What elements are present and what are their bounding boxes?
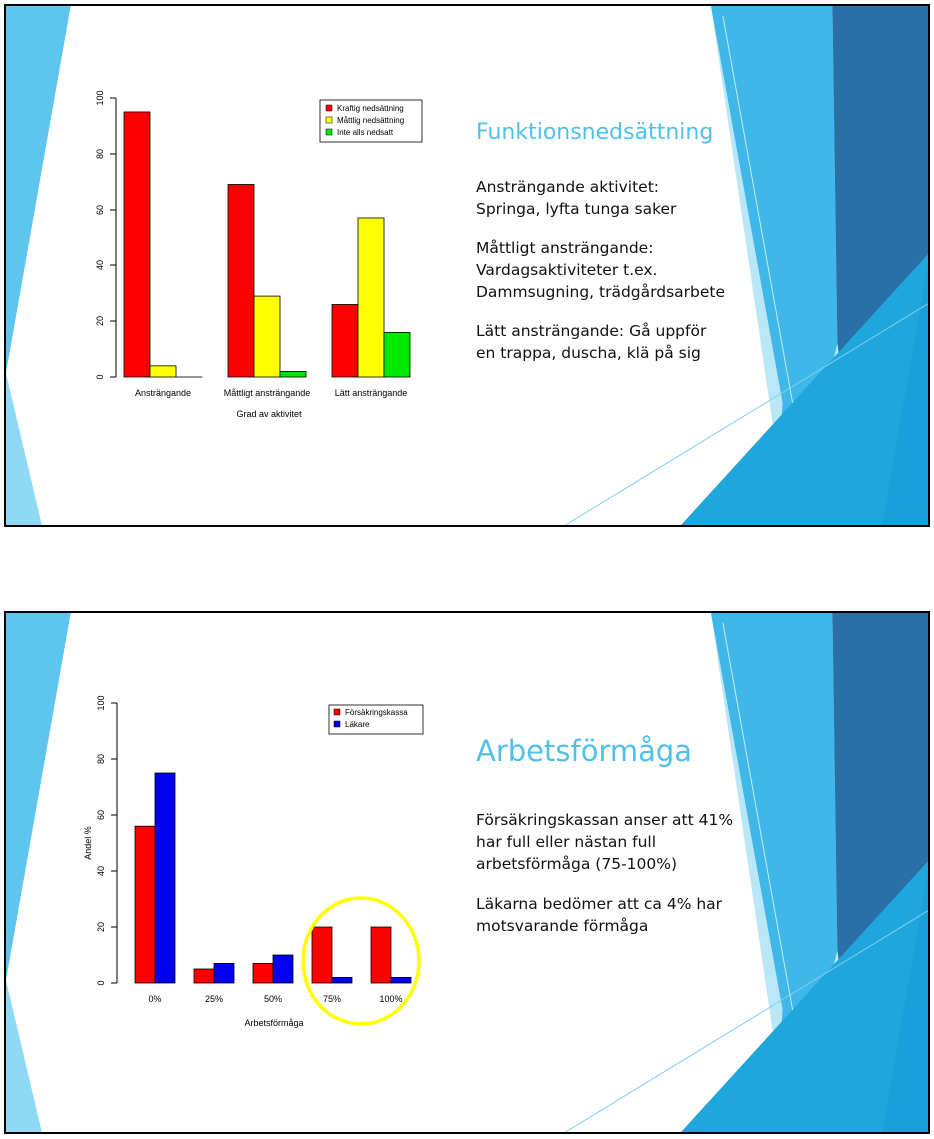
legend-label: Försäkringskassa (345, 708, 408, 717)
legend-label: Måttlig nedsättning (337, 116, 405, 125)
text-line: Lätt ansträngande: Gå uppför (476, 322, 707, 340)
slide-title: Arbetsförmåga (476, 734, 693, 768)
slide-1 (4, 4, 930, 527)
bar (280, 371, 306, 377)
bar (155, 773, 175, 983)
y-tick-label: 40 (95, 259, 105, 271)
x-category-label: 0% (148, 994, 162, 1004)
y-tick-label: 80 (95, 148, 105, 160)
text-paragraph (476, 237, 725, 303)
legend-label: Läkare (345, 720, 370, 729)
text-line: motsvarande förmåga (476, 917, 649, 935)
text-line: Läkarna bedömer att ca 4% har (476, 895, 723, 913)
bar (194, 969, 214, 983)
text-line: Dammsugning, trädgårdsarbete (476, 283, 726, 301)
x-category-label: 50% (263, 994, 283, 1004)
legend-swatch (334, 721, 340, 727)
bar (254, 296, 280, 377)
text-line: har full eller nästan full (476, 833, 657, 851)
bar (312, 927, 332, 983)
text-paragraph (476, 320, 706, 364)
x-category-label: 25% (204, 994, 224, 1004)
bar (135, 826, 155, 983)
chart-legend (320, 100, 422, 142)
slide-2 (4, 611, 930, 1134)
bar (332, 304, 358, 377)
y-tick-label: 100 (96, 695, 106, 711)
text-line: Springa, lyfta tunga saker (476, 200, 677, 218)
bar (358, 218, 384, 377)
bar (371, 927, 391, 983)
legend-label: Kraftig nedsättning (337, 104, 404, 113)
bar (384, 332, 410, 377)
x-category-label: Lätt ansträngande (334, 388, 408, 398)
text-line: Vardagsaktiviteter t.ex. (476, 261, 658, 279)
y-tick-label: 20 (95, 315, 105, 327)
bar (150, 366, 176, 377)
y-tick-label: 80 (96, 753, 106, 765)
legend-swatch (326, 117, 332, 123)
legend-swatch (326, 129, 332, 135)
y-tick-label: 40 (96, 865, 106, 877)
y-tick-label: 0 (95, 374, 105, 380)
bar (124, 112, 150, 377)
chart-legend (329, 705, 423, 734)
y-tick-label: 0 (96, 980, 106, 986)
x-axis-title: Grad av aktivitet (236, 409, 302, 419)
legend-label: Inte alls nedsatt (337, 128, 394, 137)
text-line: en trappa, duscha, klä på sig (476, 344, 701, 362)
bar (273, 955, 293, 983)
bar (253, 963, 273, 983)
bar (391, 977, 411, 983)
x-axis-title: Arbetsförmåga (244, 1018, 304, 1028)
y-tick-label: 60 (96, 809, 106, 821)
bar (228, 184, 254, 377)
x-category-label: 100% (379, 994, 403, 1004)
x-category-label: Ansträngande (134, 388, 192, 398)
text-paragraph (476, 893, 722, 937)
chart-arbetsformaga (6, 613, 446, 1043)
y-axis-title: Andel % (83, 826, 93, 860)
text-line: Ansträngande aktivitet: (476, 178, 659, 196)
text-paragraph (476, 809, 733, 875)
legend-swatch (334, 709, 340, 715)
y-tick-label: 100 (95, 90, 105, 106)
x-category-label: Måttligt ansträngande (223, 388, 311, 398)
slide-title: Funktionsnedsättning (476, 120, 714, 145)
y-tick-label: 20 (96, 921, 106, 933)
x-category-label: 75% (322, 994, 342, 1004)
chart-funktionsnedsattning (6, 6, 446, 436)
bar (332, 977, 352, 983)
legend-swatch (326, 105, 332, 111)
bar (214, 963, 234, 983)
y-tick-label: 60 (95, 204, 105, 216)
text-line: Försäkringskassan anser att 41% (476, 811, 734, 829)
text-paragraph (476, 176, 676, 220)
text-line: Måttligt ansträngande: (476, 239, 654, 257)
text-line: arbetsförmåga (75-100%) (476, 855, 678, 873)
